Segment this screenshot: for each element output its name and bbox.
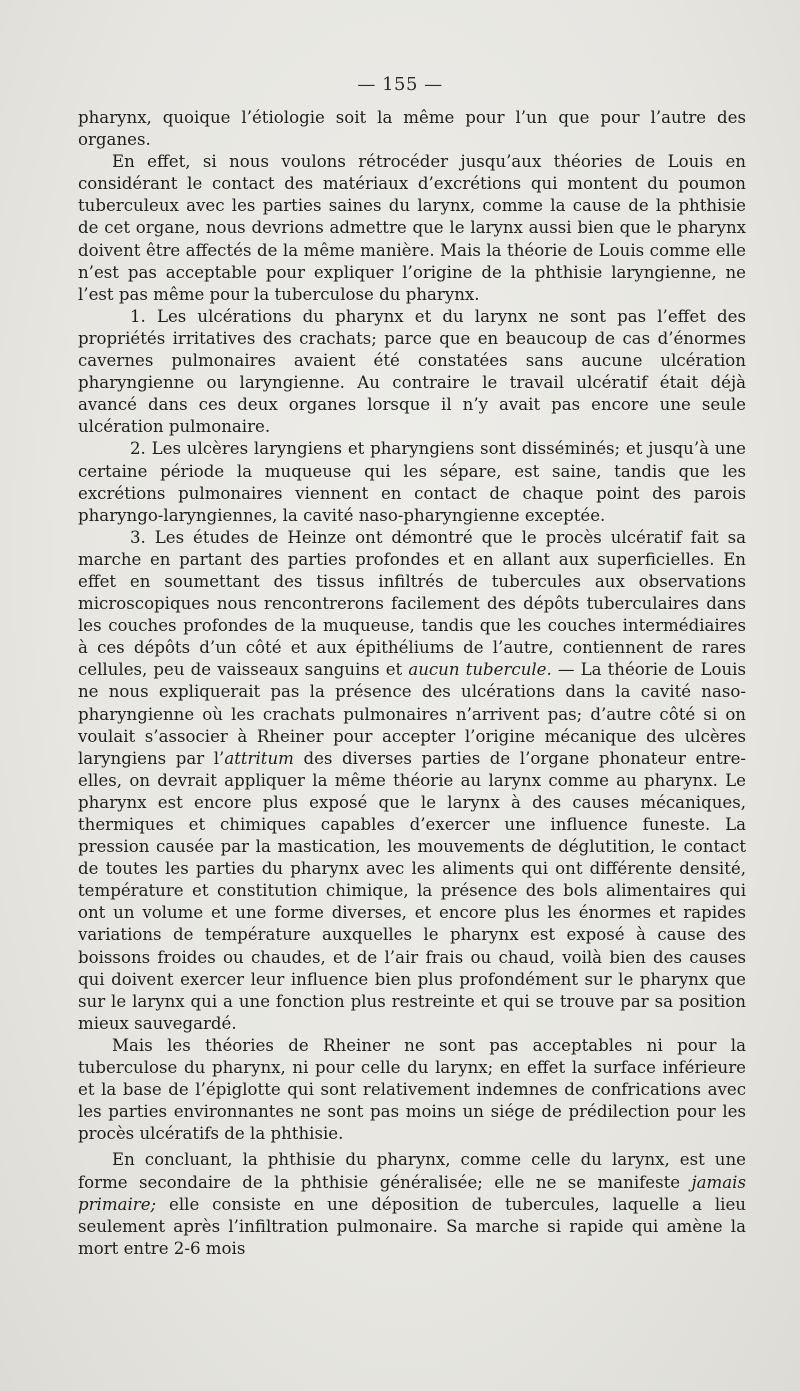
paragraph-rheiner: Mais les théories de Rheiner ne sont pas acceptables ni pour la tuberculose du pharynx, ni pour celle du larynx; en effet la surface inférieure et la base de l’épiglotte qui sont relativement indemnes de confrications avec les parties environnantes ne sont pas moins un siége de prédilection pour les procès ulcératifs de la phthisie. (78, 1035, 746, 1144)
italic-jamais-primaire: jamais primaire; (78, 1172, 746, 1214)
point-3-text-b: — La théorie de Louis ne nous expliquerait pas la présence des ulcérations dans la cavité naso-pharyngienne où les crachats pulmonaires n’arrivent pas; d’autre côté si on voulait s’associer à Rheiner pour accepter l’origine mécanique des ulcères laryngiens par l’ (78, 660, 746, 768)
point-3-text-c: des diverses parties de l’organe phonateur entre-elles, on devrait appliquer la même théorie au larynx comme au pharynx. Le pharynx est encore plus exposé que le larynx à des causes mécaniques, thermiques et chimiques capables d’exercer une influence funeste. La pression causée par la mastication, les mouvements de déglutition, le contact de toutes les parties du pharynx avec les aliments qui ont différente densité, température et constitution chimique, la présence des bols alimentaires qui ont un volume et une forme diverses, et encore plus les énormes et rapides variations de température auxquelles le pharynx est exposé à cause des boissons froides ou chaudes, et de l’air frais ou chaud, voilà bien des causes qui doivent exercer leur influence bien plus profondément sur le pharynx que sur le larynx qui a une fonction plus restreinte et qui se trouve par sa position mieux sauvegardé. (78, 748, 746, 1033)
point-3-text-a: 3. Les études de Heinze ont démontré que le procès ulcératif fait sa marche en partant des parties profondes et en allant aux superficielles. En effet en soumettant des tissus infiltrés de tubercules aux observations microscopiques nous rencontrerons facilement des dépôts tuberculaires dans les couches profondes de la muqueuse, tandis que les couches intermédiaires à ces dépôts d’un côté et aux épithéliums de l’autre, contiennent de rares cellules, peu de vaisseaux sanguins et (78, 527, 746, 680)
paragraph-continuation: pharynx, quoique l’étiologie soit la même pour l’un que pour l’autre des organes. (78, 108, 746, 150)
italic-aucun-tubercule: aucun tubercule. (408, 660, 552, 680)
italic-attritum: attritum (224, 748, 294, 768)
body-text (78, 107, 746, 1260)
paragraph-point-3 (78, 527, 746, 1035)
paragraph-louis-theory: En effet, si nous voulons rétrocéder jusqu’aux théories de Louis en considérant le contact des matériaux d’excrétions qui montent du poumon tuberculeux avec les parties saines du larynx, comme la cause de la phthisie de cet organe, nous devrions admettre que le larynx aussi bien que le pharynx doivent être affectés de la même manière. Mais la théorie de Louis comme elle n’est pas acceptable pour expliquer l’origine de la phthisie laryngienne, ne l’est pas même pour la tuberculose du pharynx. (78, 152, 746, 304)
paragraph-point-1: 1. Les ulcérations du pharynx et du larynx ne sont pas l’effet des propriétés irritatives des crachats; parce que en beaucoup de cas d’énormes cavernes pulmonaires avaient été constatées sans aucune ulcération pharyngienne ou laryngienne. Au contraire le travail ulcératif était déjà avancé dans ces deux organes lorsque il n’y avait pas encore une seule ulcération pulmonaire. (78, 306, 746, 437)
conclusion-text-b: elle consiste en une déposition de tubercules, laquelle a lieu seulement après l’infiltration pulmonaire. Sa marche si rapide qui amène la mort entre 2-6 mois (78, 1194, 746, 1258)
page-number: — 155 — (357, 74, 443, 95)
paragraph-point-2: 2. Les ulcères laryngiens et pharyngiens sont disséminés; et jusqu’à une certaine période la muqueuse qui les sépare, est saine, tandis que les excrétions pulmonaires viennent en contact de chaque point des parois pharyngo-laryngiennes, la cavité naso-pharyngienne exceptée. (78, 439, 746, 525)
paragraph-conclusion (78, 1149, 746, 1259)
conclusion-text-a: En concluant, la phthisie du pharynx, comme celle du larynx, est une forme secondaire de la phthisie généralisée; elle ne se manifeste (78, 1150, 746, 1192)
